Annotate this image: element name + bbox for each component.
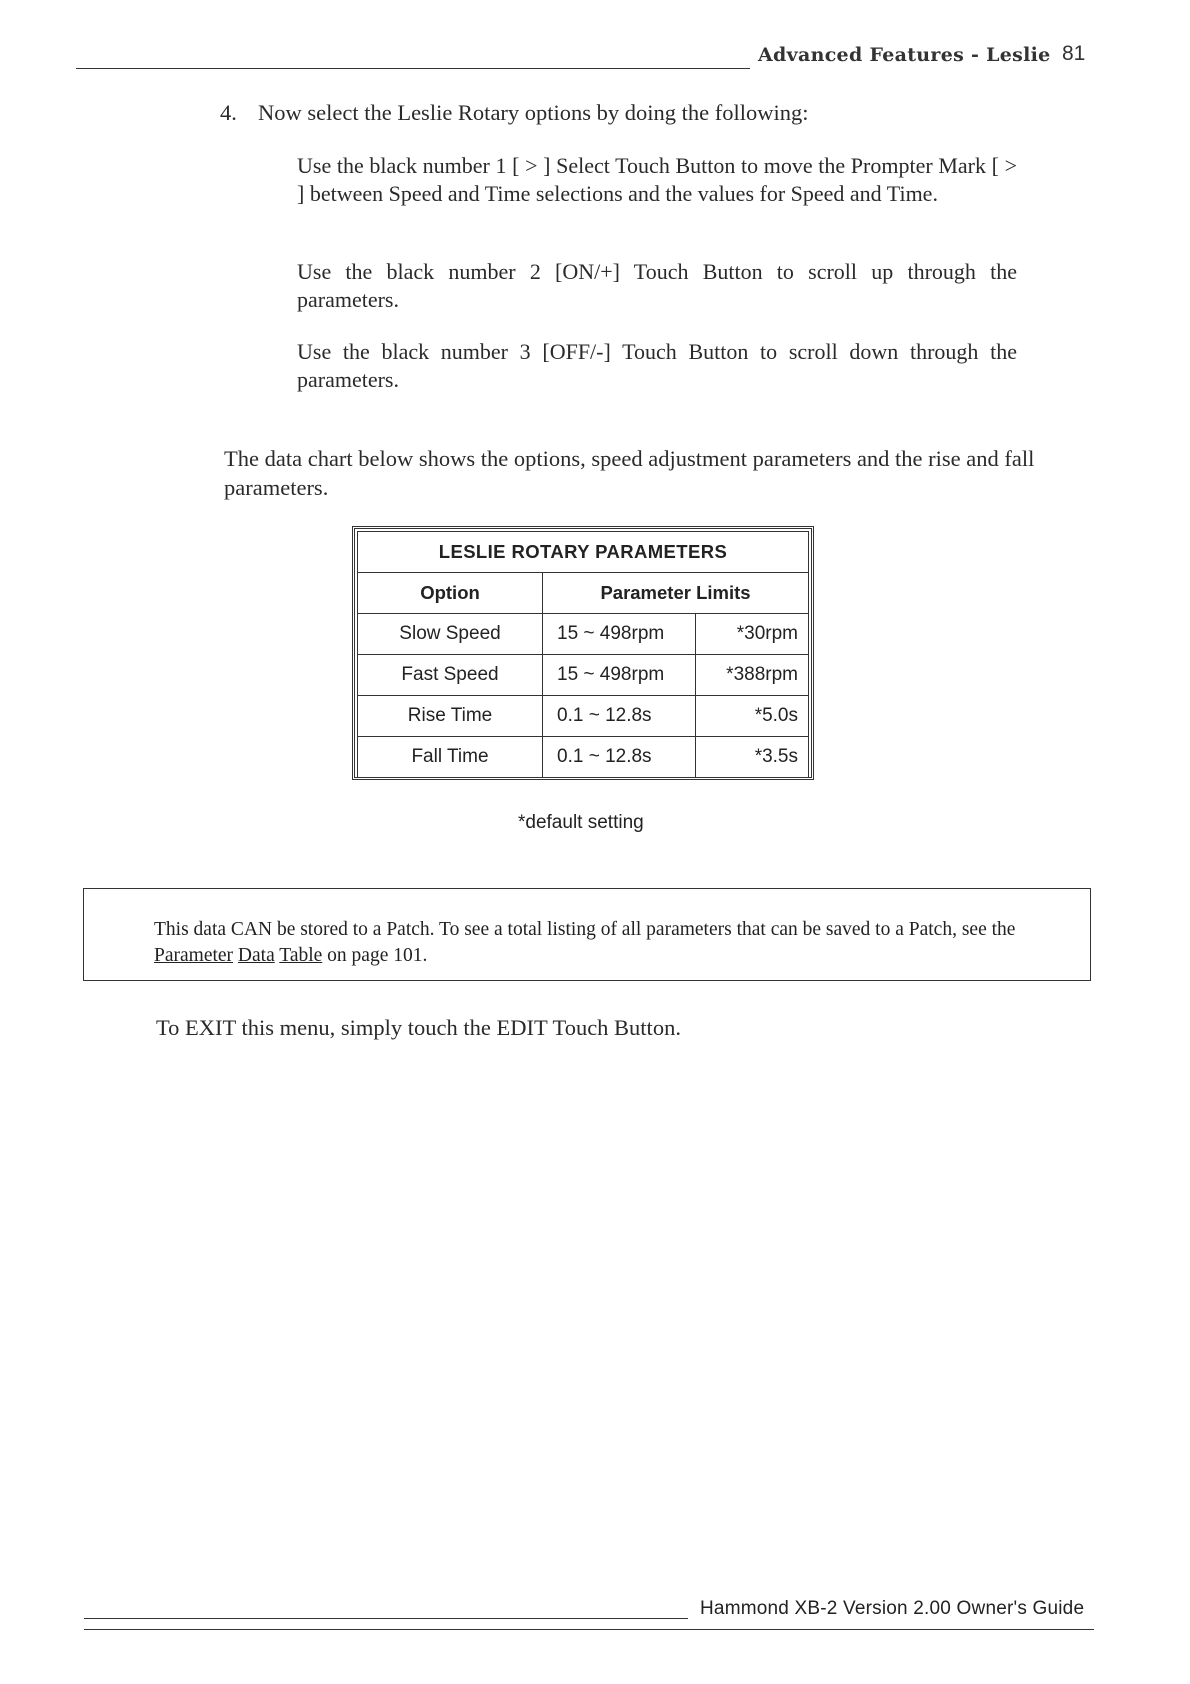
default-setting-footnote: *default setting xyxy=(518,812,644,833)
footer-rule-short xyxy=(84,1618,688,1619)
step-number: 4. xyxy=(220,100,237,125)
row-range: 15 ~ 498rpm xyxy=(543,655,696,696)
row-option: Fast Speed xyxy=(358,655,543,696)
patch-note-box xyxy=(83,888,1091,981)
note-text-after: on page 101. xyxy=(322,945,428,966)
row-default: *388rpm xyxy=(696,655,809,696)
step-4 xyxy=(220,100,809,126)
parameter-data-table-link-3[interactable]: Table xyxy=(279,945,323,966)
instruction-off-button: Use the black number 3 [OFF/-] Touch Button to scroll down through the parameters. xyxy=(297,339,1017,392)
table-row xyxy=(358,737,809,778)
patch-note-text xyxy=(154,917,1034,969)
note-text-before: This data CAN be stored to a Patch. To see a total listing of all parameters that can be saved to a Patch, see the xyxy=(154,919,1016,940)
header-parameter-limits: Parameter Limits xyxy=(543,573,809,614)
header-title: Advanced Features - Leslie xyxy=(758,44,1051,66)
row-option: Fall Time xyxy=(358,737,543,778)
row-range: 0.1 ~ 12.8s xyxy=(543,737,696,778)
footer-rule-long xyxy=(84,1629,1094,1630)
page-number: 81 xyxy=(1062,42,1086,65)
row-default: *3.5s xyxy=(696,737,809,778)
row-default: *30rpm xyxy=(696,614,809,655)
row-option: Slow Speed xyxy=(358,614,543,655)
chart-intro: The data chart below shows the options, speed adjustment parameters and the rise and fall parameters. xyxy=(224,446,1035,500)
exit-instruction: To EXIT this menu, simply touch the EDIT Touch Button. xyxy=(156,1015,681,1040)
header-option: Option xyxy=(358,573,543,614)
instruction-select-button: Use the black number 1 [ > ] Select Touch Button to move the Prompter Mark [ > ] between Speed and Time selections and the values for Speed and Time. xyxy=(297,153,1017,206)
table-row xyxy=(358,696,809,737)
table-row xyxy=(358,614,809,655)
parameter-data-table-link-1[interactable]: Parameter xyxy=(154,945,234,966)
table-row xyxy=(358,655,809,696)
parameter-data-table-link-2[interactable]: Data xyxy=(237,945,275,966)
row-range: 15 ~ 498rpm xyxy=(543,614,696,655)
instruction-on-button: Use the black number 2 [ON/+] Touch Button to scroll up through the parameters. xyxy=(297,259,1017,312)
row-option: Rise Time xyxy=(358,696,543,737)
row-default: *5.0s xyxy=(696,696,809,737)
row-range: 0.1 ~ 12.8s xyxy=(543,696,696,737)
table-title: LESLIE ROTARY PARAMETERS xyxy=(358,532,809,573)
parameters-grid xyxy=(357,531,809,778)
header-rule xyxy=(76,68,750,69)
footer-guide-title: Hammond XB-2 Version 2.00 Owner's Guide xyxy=(700,1598,1085,1619)
leslie-parameters-table xyxy=(352,526,814,780)
step-text: Now select the Leslie Rotary options by doing the following: xyxy=(258,100,809,125)
